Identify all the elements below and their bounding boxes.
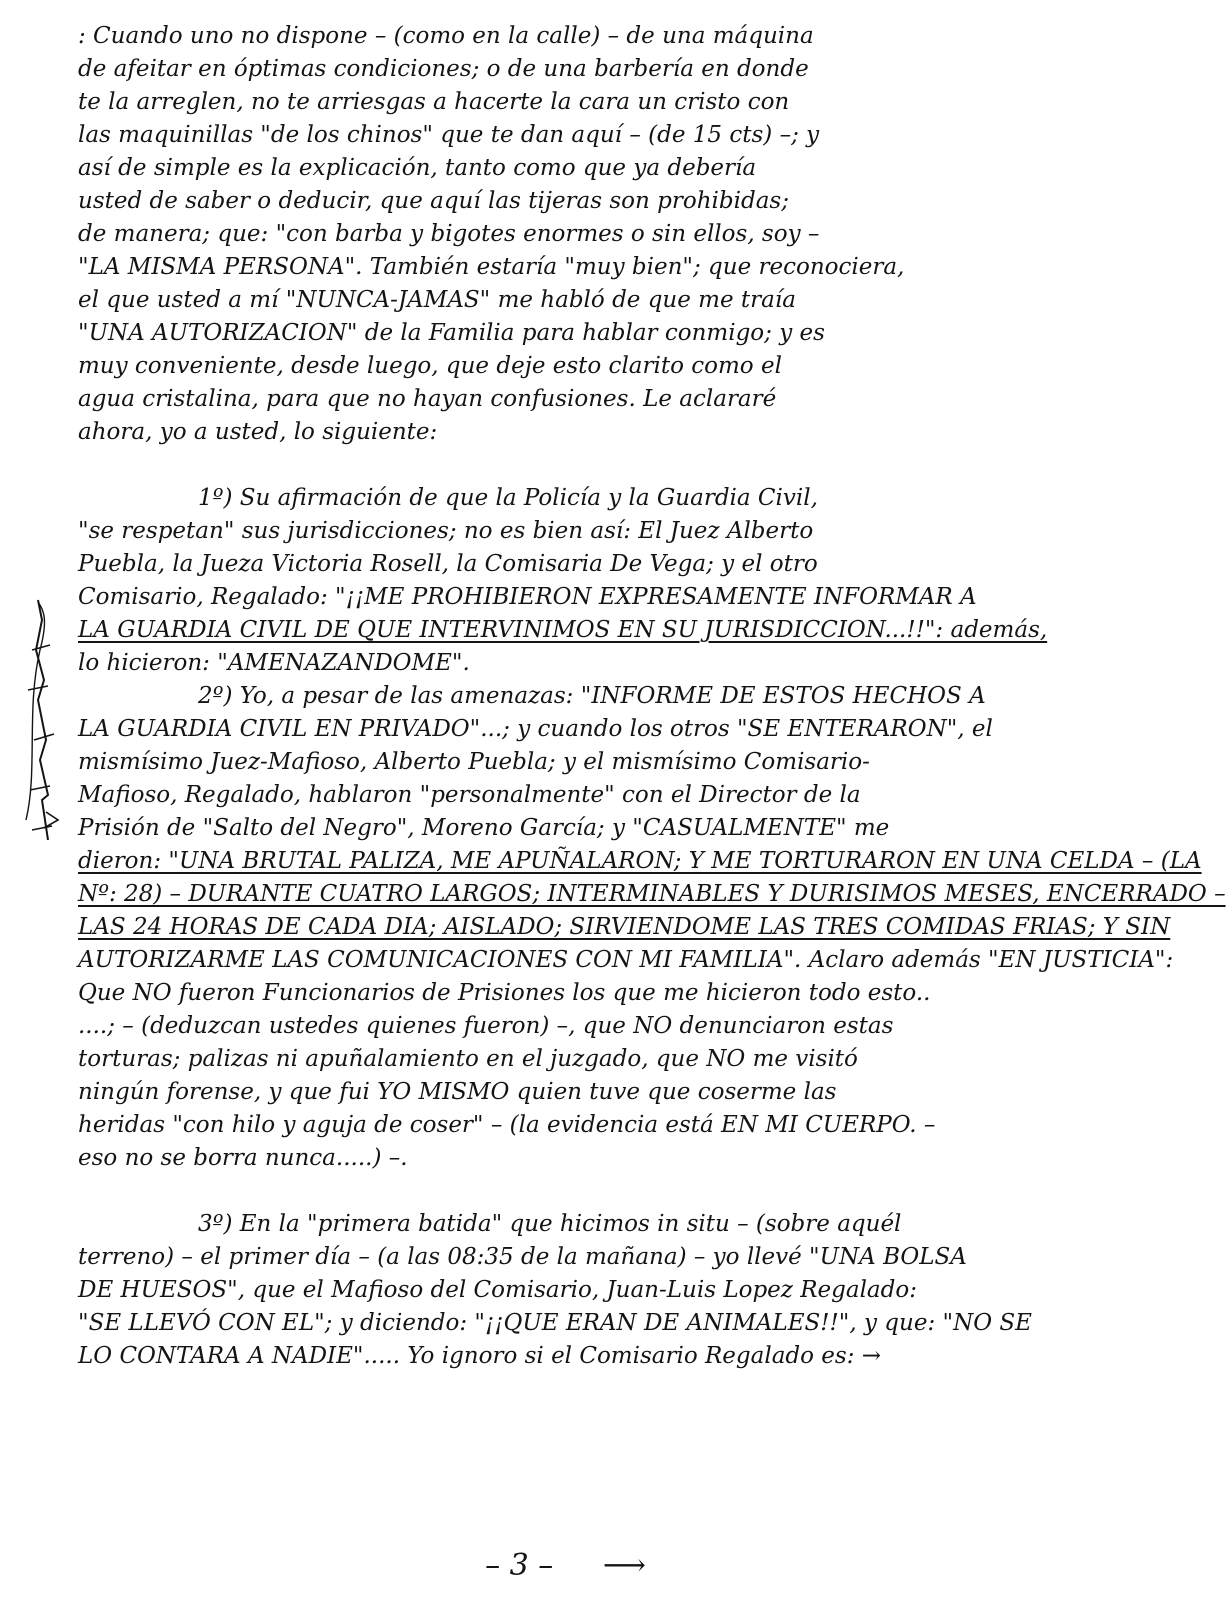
blank-line	[78, 1175, 1098, 1208]
letter-line: el que usted a mí "NUNCA-JAMAS" me habló de que me traía	[78, 287, 796, 313]
letter-line: te la arreglen, no te arriesgas a hacerte la cara un cristo con	[78, 89, 790, 115]
letter-line: Prisión de "Salto del Negro", Moreno García; y "CASUALMENTE" me	[78, 815, 890, 841]
letter-line: ahora, yo a usted, lo siguiente:	[78, 419, 438, 445]
page-number: – 3 –	[485, 1548, 554, 1583]
blank-line	[78, 449, 1098, 482]
letter-line: "se respetan" sus jurisdicciones; no es bien así: El Juez Alberto	[78, 518, 814, 544]
letter-line: usted de saber o deducir, que aquí las tijeras son prohibidas;	[78, 188, 789, 214]
letter-line: las maquinillas "de los chinos" que te dan aquí – (de 15 cts) –; y	[78, 122, 820, 148]
letter-line: "UNA AUTORIZACION" de la Familia para hablar conmigo; y es	[78, 320, 825, 346]
letter-line: de manera; que: "con barba y bigotes enormes o sin ellos, soy –	[78, 221, 820, 247]
letter-line: LAS 24 HORAS DE CADA DIA; AISLADO; SIRVIENDOME LAS TRES COMIDAS FRIAS; Y SIN	[78, 914, 1171, 940]
letter-line: así de simple es la explicación, tanto como que ya debería	[78, 155, 757, 181]
letter-line: de afeitar en óptimas condiciones; o de una barbería en donde	[78, 56, 809, 82]
margin-signature	[18, 590, 64, 850]
letter-line: ningún forense, y que fui YO MISMO quien tuve que coserme las	[78, 1079, 837, 1105]
letter-line: ....; – (deduzcan ustedes quienes fueron) –, que NO denunciaron estas	[78, 1013, 894, 1039]
next-page-arrow-icon: ⟶	[602, 1548, 646, 1583]
letter-line: agua cristalina, para que no hayan confusiones. Le aclararé	[78, 386, 777, 412]
letter-line: "LA MISMA PERSONA". También estaría "muy bien"; que reconociera,	[78, 254, 905, 280]
letter-line: "SE LLEVÓ CON EL"; y diciendo: "¡¡QUE ERAN DE ANIMALES!!", y que: "NO SE	[78, 1310, 1032, 1336]
letter-line: Nº: 28) – DURANTE CUATRO LARGOS; INTERMINABLES Y DURISIMOS MESES, ENCERRADO –	[78, 881, 1226, 907]
letter-line: : Cuando uno no dispone – (como en la calle) – de una máquina	[78, 23, 814, 49]
section-3-heading-line: 3º) En la "primera batida" que hicimos in situ – (sobre aquél	[198, 1211, 902, 1237]
letter-line: LO CONTARA A NADIE"..... Yo ignoro si el Comisario Regalado es: →	[78, 1343, 882, 1369]
letter-line: terreno) – el primer día – (a las 08:35 de la mañana) – yo llevé "UNA BOLSA	[78, 1244, 967, 1270]
letter-line: torturas; palizas ni apuñalamiento en el juzgado, que NO me visitó	[78, 1046, 858, 1072]
letter-line: muy conveniente, desde luego, que deje esto clarito como el	[78, 353, 782, 379]
letter-line: LA GUARDIA CIVIL EN PRIVADO"...; y cuando los otros "SE ENTERARON", el	[78, 716, 993, 742]
letter-line: Comisario, Regalado: "¡¡ME PROHIBIERON EXPRESAMENTE INFORMAR A	[78, 584, 977, 610]
letter-line: eso no se borra nunca.....) –.	[78, 1145, 408, 1171]
letter-line: DE HUESOS", que el Mafioso del Comisario, Juan-Luis Lopez Regalado:	[78, 1277, 917, 1303]
letter-line: LA GUARDIA CIVIL DE QUE INTERVINIMOS EN SU JURISDICCION...!!": además,	[78, 617, 1048, 643]
section-2-heading-line: 2º) Yo, a pesar de las amenazas: "INFORME DE ESTOS HECHOS A	[198, 683, 986, 709]
letter-line: heridas "con hilo y aguja de coser" – (la evidencia está EN MI CUERPO. –	[78, 1112, 936, 1138]
letter-line: Que NO fueron Funcionarios de Prisiones los que me hicieron todo esto..	[78, 980, 931, 1006]
page-footer	[0, 1548, 1131, 1583]
letter-line: AUTORIZARME LAS COMUNICACIONES CON MI FAMILIA". Aclaro además "EN JUSTICIA":	[78, 947, 1174, 973]
letter-line: lo hicieron: "AMENAZANDOME".	[78, 650, 470, 676]
letter-line: Mafioso, Regalado, hablaron "personalmente" con el Director de la	[78, 782, 861, 808]
letter-body	[78, 20, 1226, 1373]
letter-line: dieron: "UNA BRUTAL PALIZA, ME APUÑALARON; Y ME TORTURARON EN UNA CELDA – (LA	[78, 848, 1202, 874]
letter-line: Puebla, la Jueza Victoria Rosell, la Comisaria De Vega; y el otro	[78, 551, 818, 577]
letter-line: mismísimo Juez-Mafioso, Alberto Puebla; y el mismísimo Comisario-	[78, 749, 870, 775]
section-1-heading-line: 1º) Su afirmación de que la Policía y la Guardia Civil,	[198, 485, 818, 511]
